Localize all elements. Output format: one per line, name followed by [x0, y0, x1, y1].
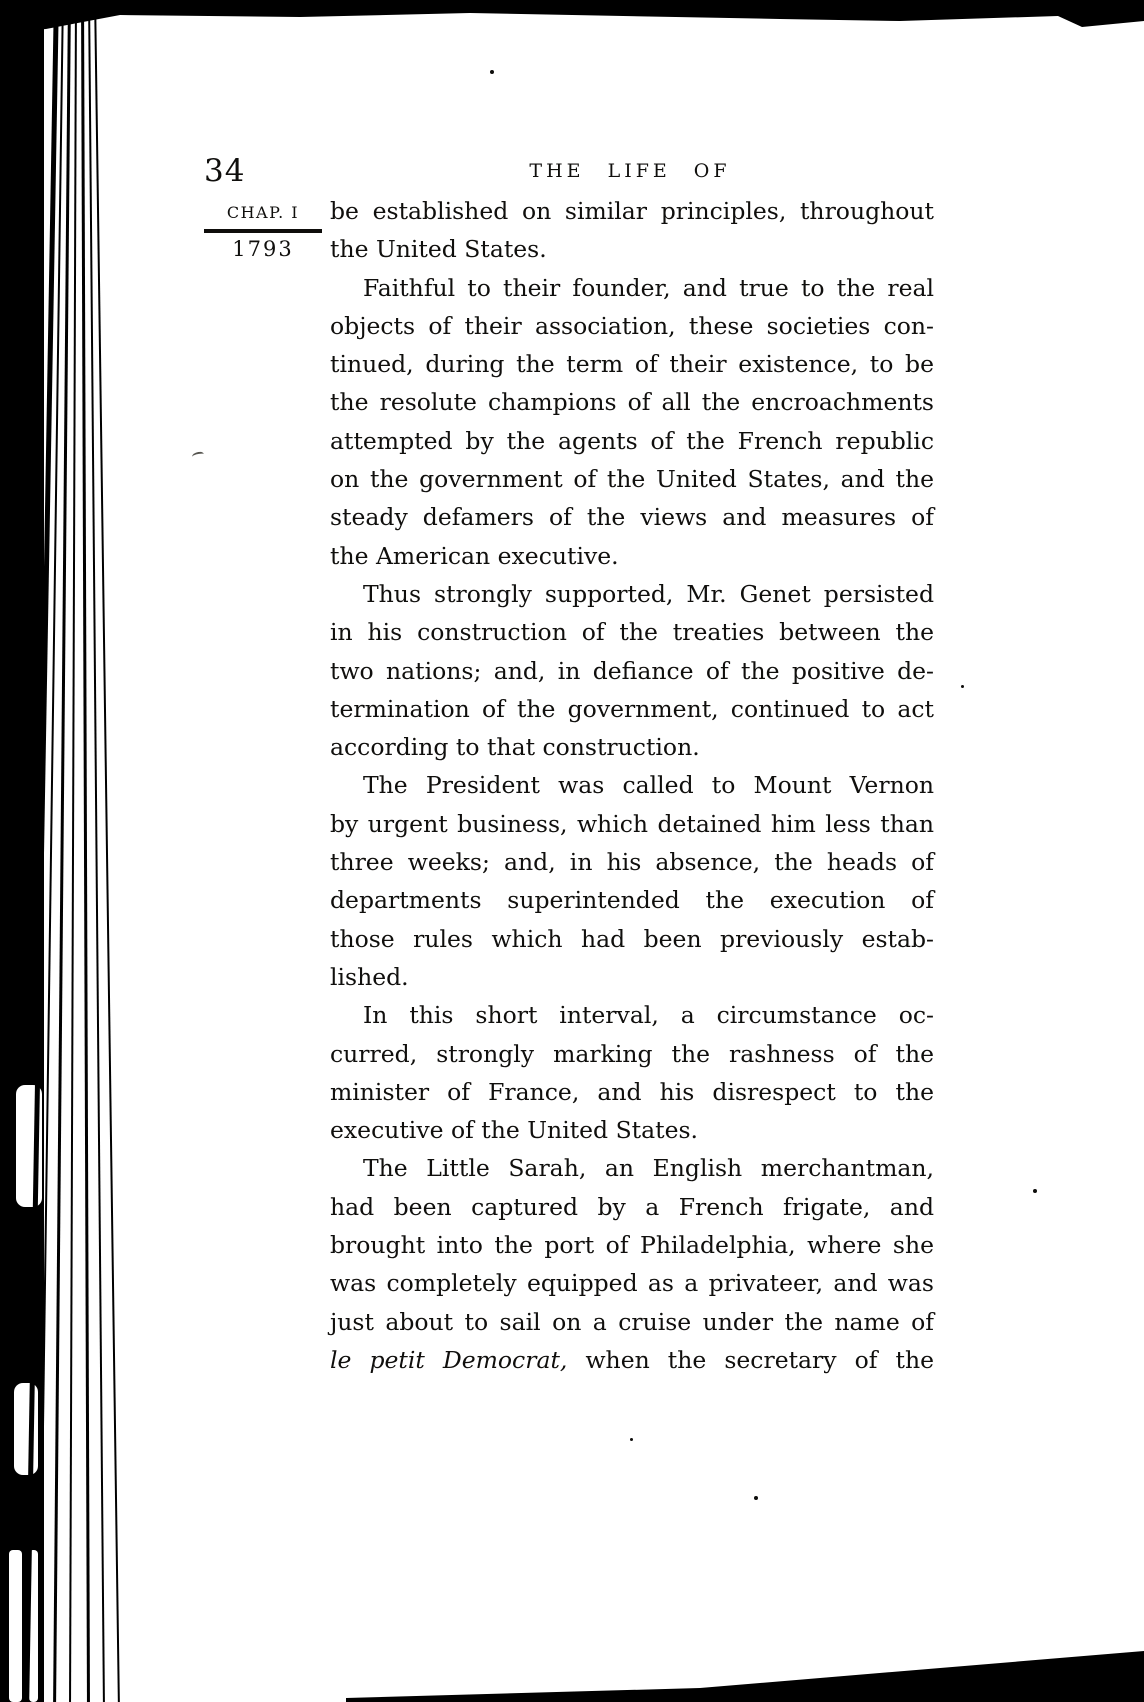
text-segment: the United States. — [330, 235, 547, 264]
text-line — [330, 269, 934, 307]
text-segment: steady defamers of the views and measures of — [330, 503, 934, 532]
text-line — [330, 690, 934, 728]
scan-left-gutter-band — [0, 0, 44, 1702]
ink-speck — [490, 70, 494, 74]
text-segment: minister of France, and his disrespect to the — [330, 1077, 934, 1106]
page-edge-line — [69, 0, 77, 1702]
text-line — [330, 498, 934, 536]
text-segment: Faithful to their founder, and true to the real — [363, 273, 934, 302]
page-edge-line — [94, 0, 119, 1702]
text-segment: just about to sail on a cruise under the name of — [330, 1307, 934, 1336]
text-line — [330, 460, 934, 498]
ink-speck — [961, 685, 964, 688]
pencil-tilde-mark — [192, 451, 205, 460]
ink-speck — [754, 1496, 758, 1500]
text-line — [330, 192, 934, 230]
text-line — [330, 996, 934, 1034]
text-line — [330, 613, 934, 651]
text-segment: was completely equipped as a privateer, and was — [330, 1269, 934, 1298]
text-line — [330, 881, 934, 919]
text-line — [330, 1341, 934, 1379]
text-segment: Thus strongly supported, Mr. Genet persisted — [363, 579, 934, 608]
text-line — [330, 1188, 934, 1226]
text-line — [330, 920, 934, 958]
text-segment: The Little Sarah, an English merchantman, — [363, 1154, 934, 1183]
ink-speck — [630, 1438, 633, 1441]
text-line — [330, 1303, 934, 1341]
text-segment: be established on similar principles, throughout — [330, 197, 934, 225]
text-segment: three weeks; and, in his absence, the heads of — [330, 848, 934, 877]
text-line — [330, 805, 934, 843]
text-segment: tinued, during the term of their existence, to be — [330, 350, 934, 379]
text-segment: departments superintended the execution of — [330, 886, 934, 915]
text-line — [330, 383, 934, 421]
text-line — [330, 575, 934, 613]
text-line — [330, 843, 934, 881]
text-segment: termination of the government, continued to act — [330, 694, 934, 723]
text-segment: had been captured by a French frigate, and — [330, 1192, 934, 1221]
text-line — [330, 422, 934, 460]
text-line — [330, 537, 934, 575]
text-line — [330, 230, 934, 268]
text-segment: The President was called to Mount Vernon — [363, 771, 934, 800]
text-segment: when the secretary of the — [567, 1345, 934, 1374]
text-segment: two nations; and, in defiance of the positive de- — [330, 656, 934, 685]
text-line — [330, 1035, 934, 1073]
text-segment: by urgent business, which detained him less than — [330, 809, 934, 838]
text-line — [330, 728, 934, 766]
italic-text-segment: le petit Democrat, — [330, 1345, 568, 1374]
text-segment: the American executive. — [330, 541, 619, 570]
page-edge-line — [81, 0, 90, 1702]
text-line — [330, 766, 934, 804]
text-segment: curred, strongly marking the rashness of the — [330, 1039, 934, 1068]
text-line — [330, 1226, 934, 1264]
chapter-label: CHAP. I — [226, 203, 300, 222]
text-segment: on the government of the United States, and the — [330, 465, 934, 494]
text-line — [330, 652, 934, 690]
text-segment: executive of the United States. — [330, 1116, 699, 1145]
page-edge-line — [88, 0, 105, 1702]
text-line — [330, 307, 934, 345]
text-segment: in his construction of the treaties between the — [330, 618, 934, 647]
text-segment: those rules which had been previously estab- — [330, 924, 934, 953]
year-label: 1793 — [232, 236, 294, 261]
ink-speck — [1033, 1189, 1037, 1193]
page-edge-line — [53, 0, 71, 1702]
margin-rule — [204, 229, 322, 233]
text-segment: attempted by the agents of the French republic — [330, 426, 934, 455]
text-line — [330, 1264, 934, 1302]
margin-notes — [204, 203, 322, 261]
running-title: THE LIFE OF — [529, 160, 731, 182]
text-segment: lished. — [330, 962, 409, 991]
gutter-highlight — [9, 1550, 22, 1702]
text-line — [330, 958, 934, 996]
text-segment: the resolute champions of all the encroachments — [330, 388, 934, 417]
text-segment: In this short interval, a circumstance oc- — [363, 1001, 934, 1030]
text-segment: according to that construction. — [330, 733, 700, 762]
page-number: 34 — [204, 153, 246, 189]
text-segment: brought into the port of Philadelphia, where she — [330, 1231, 934, 1260]
text-line — [330, 1149, 934, 1187]
text-line — [330, 345, 934, 383]
body-text-column — [330, 192, 934, 1379]
text-line — [330, 1111, 934, 1149]
scan-top-bar — [0, 0, 1144, 34]
text-segment: objects of their association, these societies con- — [330, 311, 934, 340]
text-line — [330, 1073, 934, 1111]
